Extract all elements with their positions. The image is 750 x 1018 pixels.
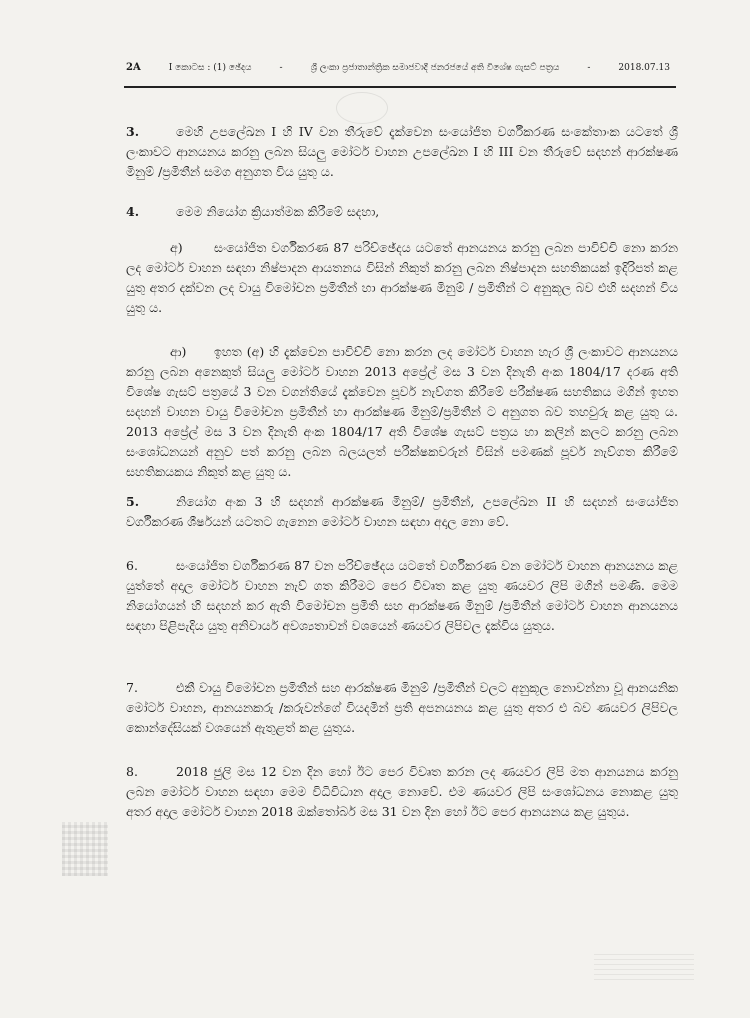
paragraph-number: 5. bbox=[126, 494, 140, 509]
paragraph-text: 2018 ජුලි මස 12 වන දින හෝ ඊට පෙර විවෘත කරන ලද ණයවර ලිපි මත ආනයනය කරනු ලබන මෝටර් වාහන සඳහා මෙම විධිවිධාන අදාල නොවේ. එම ණයවර ලිපි සංශෝධනය නොකළ යුතු අතර අදාල මෝටර් වාහන 2018 ඔක්තෝබර් මස 31 වන දින හෝ ඊට පෙර ආනයනය කළ යුතුය. bbox=[126, 764, 678, 819]
paragraph-text: මෙම නියෝග ක්‍රියාත්මක කිරීමේ සදහා, bbox=[176, 204, 380, 219]
clause-label: අ) bbox=[170, 240, 183, 255]
paragraph-number: 3. bbox=[126, 124, 140, 139]
paragraph-8 bbox=[126, 762, 678, 822]
clause-label: ආ) bbox=[170, 344, 187, 359]
paragraph-7 bbox=[126, 678, 678, 738]
part-label: I කොටස : (1) ඡේදය bbox=[168, 63, 252, 73]
paragraph-5 bbox=[126, 492, 678, 532]
paragraph-number: 7. bbox=[126, 680, 138, 695]
qr-code-shadow bbox=[62, 822, 108, 876]
page-number: 2A bbox=[126, 62, 141, 73]
paragraph-text: මෙහි උපලේඛන I හි IV වන තීරුවේ දැක්වෙන සංයෝජිත වර්ගීකරණ සංකේතාංක යටතේ ශ්‍රී ලංකාවට ආනයනය කරනු ලබන සියලු මෝටර් වාහන උපලේඛන I හි III වන තීරුවේ සදහන් ආරක්ෂණ මිනුම් /ප්‍රමිතීන් සමග අනුගත විය යුතු ය. bbox=[126, 124, 678, 179]
separator: - bbox=[279, 63, 283, 73]
bleed-through-print bbox=[594, 950, 694, 980]
paragraph-text: නියෝග අංක 3 හි සදහන් ආරක්ෂණ මිනුම්/ ප්‍රමිතීන්, උපලේඛන II හි සදහන් සංයෝජිත වර්ගීකරණ ශීර්ෂයන් යටතට ගැනෙන මෝටර් වාහන සඳහා අදාල නො වේ. bbox=[126, 494, 678, 529]
paragraph-text: එකී වායු විමෝචන ප්‍රමිතීන් සහ ආරක්ෂණ මිනුම් /ප්‍රමිතීන් වලට අනුකූල නොවන්නා වූ ආනයනික මෝටර් වාහන, ආනයනකරු /කරුවන්ගේ වියදමින් ප්‍රති අපනයනය කළ යුතු අතර එ බව ණයවර ලිපිවල කොන්දේසියක් වශයෙන් ඇතුළත් කළ යුතුය. bbox=[126, 680, 678, 735]
paragraph-6 bbox=[126, 556, 678, 636]
paragraph-4 bbox=[126, 202, 678, 222]
paragraph-3 bbox=[126, 122, 678, 182]
gazette-date: 2018.07.13 bbox=[618, 63, 670, 73]
paragraph-number: 6. bbox=[126, 558, 138, 573]
paragraph-number: 4. bbox=[126, 204, 140, 219]
clause-text: ඉහත (අ) හි දැක්වෙන පාවිච්චි නො කරන ලද මෝටර් වාහන හැර ශ්‍රී ලංකාවට ආනයනය කරනු ලබන අනෙකුත් සියලු මෝටර් වාහන 2013 අප්‍රේල් මස 3 වන දිනැති අංක 1804/17 දරණ අති විශේෂ ගැසට් පත්‍රයේ 3 වන වගන්තියේ දැක්වෙන පූර්ව නැව්ගත කිරීමේ පරීක්ෂණ සහතිකය මගින් ඉහත සදහන් වාහන වායු විමෝචන ප්‍රමිතීන් හා ආරක්ෂණ මිනුම්/ප්‍රමිතීන් ට අනුගත බව තහවුරු කළ යුතු ය. 2013 අප්‍රේල් මස 3 වන දිනැති අංක 1804/17 අති විශේෂ ගැසට් පත්‍රය හා කලින් කලට කරනු ලබන සංශෝධනයන් අනුව පත් කරනු ලබන බලයලත් පරීක්ෂකවරුන් විසින් පමණක් පූර්ව නැව්ගත කිරීමේ සහතිකයකය නිකුත් කළ යුතු ය. bbox=[126, 344, 678, 479]
header-rule bbox=[124, 86, 676, 88]
separator: - bbox=[587, 63, 591, 73]
emblem-watermark bbox=[336, 92, 388, 124]
clause-a bbox=[126, 238, 678, 318]
paragraph-number: 8. bbox=[126, 764, 138, 779]
clause-text: සංයෝජිත වර්ගීකරණ 87 පරිච්ඡේදය යටතේ ආනයනය කරනු ලබන පාවිච්චි නො කරන ලද මෝටර් වාහන සඳහා නිෂ්පාදන ආයතනය විසින් නිකුත් කරනු ලබන නිෂ්පාදන සහතිකයක් ඉදිරිපත් කළ යුතු අතර දක්වන ලද වායු විමෝචන ප්‍රමිතීන් හා ආරක්ෂණ මිනුම් / ප්‍රමිතීන් ට අනුකූල බව එහි සදහන් විය යුතු ය. bbox=[126, 240, 678, 315]
paragraph-text: සංයෝජිත වර්ගීකරණ 87 වන පරිච්ඡේදය යටතේ වර්ගීකරණ වන මෝටර් වාහන ආනයනය කළ යුත්තේ අදාල මෝටර් වාහන නැව් ගත කිරීමට පෙර විවෘත කළ යුතු ණයවර ලිපි මගින් පමණි. මෙම නියෝගයන් හි සදහන් කර ඇති විමෝචන ප්‍රමිති සහ ආරක්ෂණ මිනුම් /ප්‍රමිතීන් මෝටර් වාහන ආනයනය සඳහා පිළිපැදිය යුතු අනිවාර්ය අවශ්‍යතාවන් වශයෙන් ණයවර ලිපිවල දැක්විය යුතුය. bbox=[126, 558, 678, 633]
page-header bbox=[126, 62, 674, 73]
journal-title: ශ්‍රී ලංකා ප්‍රජාතාන්ත්‍රික සමාජවාදී ජනරජයේ අති විශේෂ ගැසට් පත්‍රය bbox=[310, 63, 560, 73]
clause-aa bbox=[126, 342, 678, 482]
